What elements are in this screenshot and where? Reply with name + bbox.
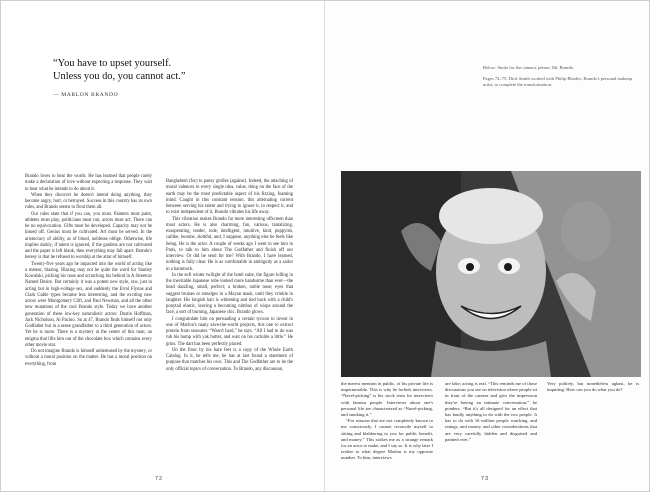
right-page <box>325 1 649 491</box>
pull-quote <box>53 57 283 102</box>
paragraph: Brando loves to hear the words. He has learned that people rarely make a declaration of love without expecting a response. They wait to hear what he intends to do about it. <box>25 174 152 192</box>
left-page <box>1 1 325 491</box>
photo-illustration <box>341 171 641 377</box>
page-number-left: 72 <box>155 476 164 482</box>
paragraph: This vibration makes Brando far more interesting offscreen than most actors. He is also charming, fun, various, tantalizing, exasperating, tender, rude, intelligent, intuitive, kind, puppyish, catlike, leonine, slothful, and, I suppose, anything else he feels like being. He is the actor. A couple of weeks ago I went to see him in Paris, to talk to him about The Godfather and finish off our interview. Or did he send for me? With Brando, I have learned, nothing is fully clear. He is as comfortable in ambiguity as a sailor in a hammock. <box>166 216 293 272</box>
paragraph: Do not imagine Brando is himself unbemused by the mystery, or without a moral position on the matter. He has a moral position on everything, from <box>25 349 152 367</box>
paragraph: are fake; acting is real. “This reminds me of those discussions you see on television where people sit in front of the camera and give the impression they're having an intimate conversation,” he ponders. “But it's all designed for an effect that has hardly anything to do with the two people. It has to do with 16 million people watching, and ratings, and money, and other considerations that are very carefully hidden and disguised and painted over.” <box>445 381 537 442</box>
right-column-3 <box>547 381 639 393</box>
page-number-right: 73 <box>481 476 490 482</box>
paragraph: I congratulate him on persuading a certain tycoon to invest in one of Marlon's many save-the-world projects, this one to extract protein from seawater. “Wasn't hard,” he says. “All I had to do was rub his hump with yak butter, and wait on his carlolite a little.” He grins. The dart has been perfectly placed. <box>166 316 293 347</box>
caption-line-1: Below: Smile for the camera, please, Mr. Brando. <box>483 65 575 70</box>
paragraph: the merest mention in public, of his private life is impermissible. This is why he forbids interviews. “Navel-picking” is his stock term for interviews with famous people. Interviews about one's personal life are characterized as “Navel-picking, and smoking it.” <box>341 381 433 418</box>
book-spread <box>1 1 649 491</box>
caption-line-2: Pages 74–75: Dick Smith worked with Philip Rhodes, Brando's personal makeup artist, to complete the transformation. <box>483 76 632 87</box>
left-column-a <box>25 174 152 368</box>
right-column-1 <box>341 381 433 462</box>
paragraph: Bangladesh (for) to pansy girdles (against). Indeed, the attaching of moral valences to every single idea, value, thing on the face of the earth may be the most predictable aspect of his fizzing, foaming mind. Caught in this constant tension, this alternating current between serving his talent and trying to ignore it, to respect it, and to exist independent of it, Brando vibrates his life away. <box>166 179 293 216</box>
photo-caption <box>483 65 633 93</box>
quote-line-2: Unless you do, you cannot act.” <box>53 71 186 82</box>
paragraph: Our rules state that if you can, you must. Painters must paint, athletes must play, politicians must run, actors must act. There can be no equivocation. Gifts must be developed. Capacity may not be kissed off. Genius must be cultivated. Art must be served. In the aristocracy of ability, as of blood, noblesse oblige. Otherwise, life implies darkly, if talent is ignored, if the gardens are not cultivated and the paper is left blank, then everything may fall apart. Brando's heresy is that he refused to worship at the altar of himself. <box>25 211 152 261</box>
paragraph: In the soft winter twilight of the hotel suite, the figure lolling in the inevitable Japanese robe looked more handsome than ever—the head dazzling, small, perfect; a broken, noble nose; eyes that suggest bruises or smudges in a Mayan mask, until they crinkle in laughter. His longish hair is whitening and tied back with a child's ponytail elastic, leaving a becoming nimbus of wisps around the face, a sort of burning, Japanese chic. Brando glows. <box>166 272 293 316</box>
paragraph: Twenty-five years ago he impacted into the world of acting like a meteor, blazing. Blazing may not be quite the word for Stanley Kowalski, picking his nose and scratching his behind in A Streetcar Named Desire. But certainly it was a potent new style, raw, just in acting but in high-voltage sex, and suddenly the Errol Flynns and Clark Gable types became less interesting, and the exciting new actors were Montgomery Clift, and Paul Newman, and all the other new mutations of the cool Brando style. Today we have another generation of these low-key naturalistic actors: Dustin Hoffman, Jack Nicholson, Al Pacino. So at 47, Brando finds himself not only Godfather but in a sense grandfather to a third generation of actors. Yet he is more. There is a mystery at the center of this man; an enigma that lifts him out of the chocolate box which contains every other movie star. <box>25 261 152 348</box>
paragraph: On the floor by his bare feet is a copy of the Whole Earth Catalog. In it, he tells me, he has at last found a statement of purpose that matches his own. This and The Godfather are to be the only official topics of conversation. To Brando, any discussion, <box>166 347 293 372</box>
portrait-photo <box>341 171 641 377</box>
paragraph: “For reasons that are not completely known to me consciously, I cannot reconcile myself to sitting and blabbering to you for public benefit, and money.” This strikes me as a strange remark for an actor to make, and I say so. It is why later I realize to what degree Marlon is my opposite number. To him, interviews <box>341 418 433 461</box>
paragraph: Very politely, but nonetheless aghast, he is inquiring: How can you do what you do? <box>547 381 639 393</box>
quote-line-1: “You have to upset yourself. <box>53 58 172 69</box>
paragraph: When they discover he doesn't intend doing anything, they become angry, hurt, or betrayed. Success in this country has its own rules, and Brando seems to flout them all. <box>25 192 152 211</box>
quote-attribution: — MARLON BRANDO <box>53 92 119 98</box>
left-column-b <box>166 179 293 373</box>
right-column-2 <box>445 381 537 443</box>
